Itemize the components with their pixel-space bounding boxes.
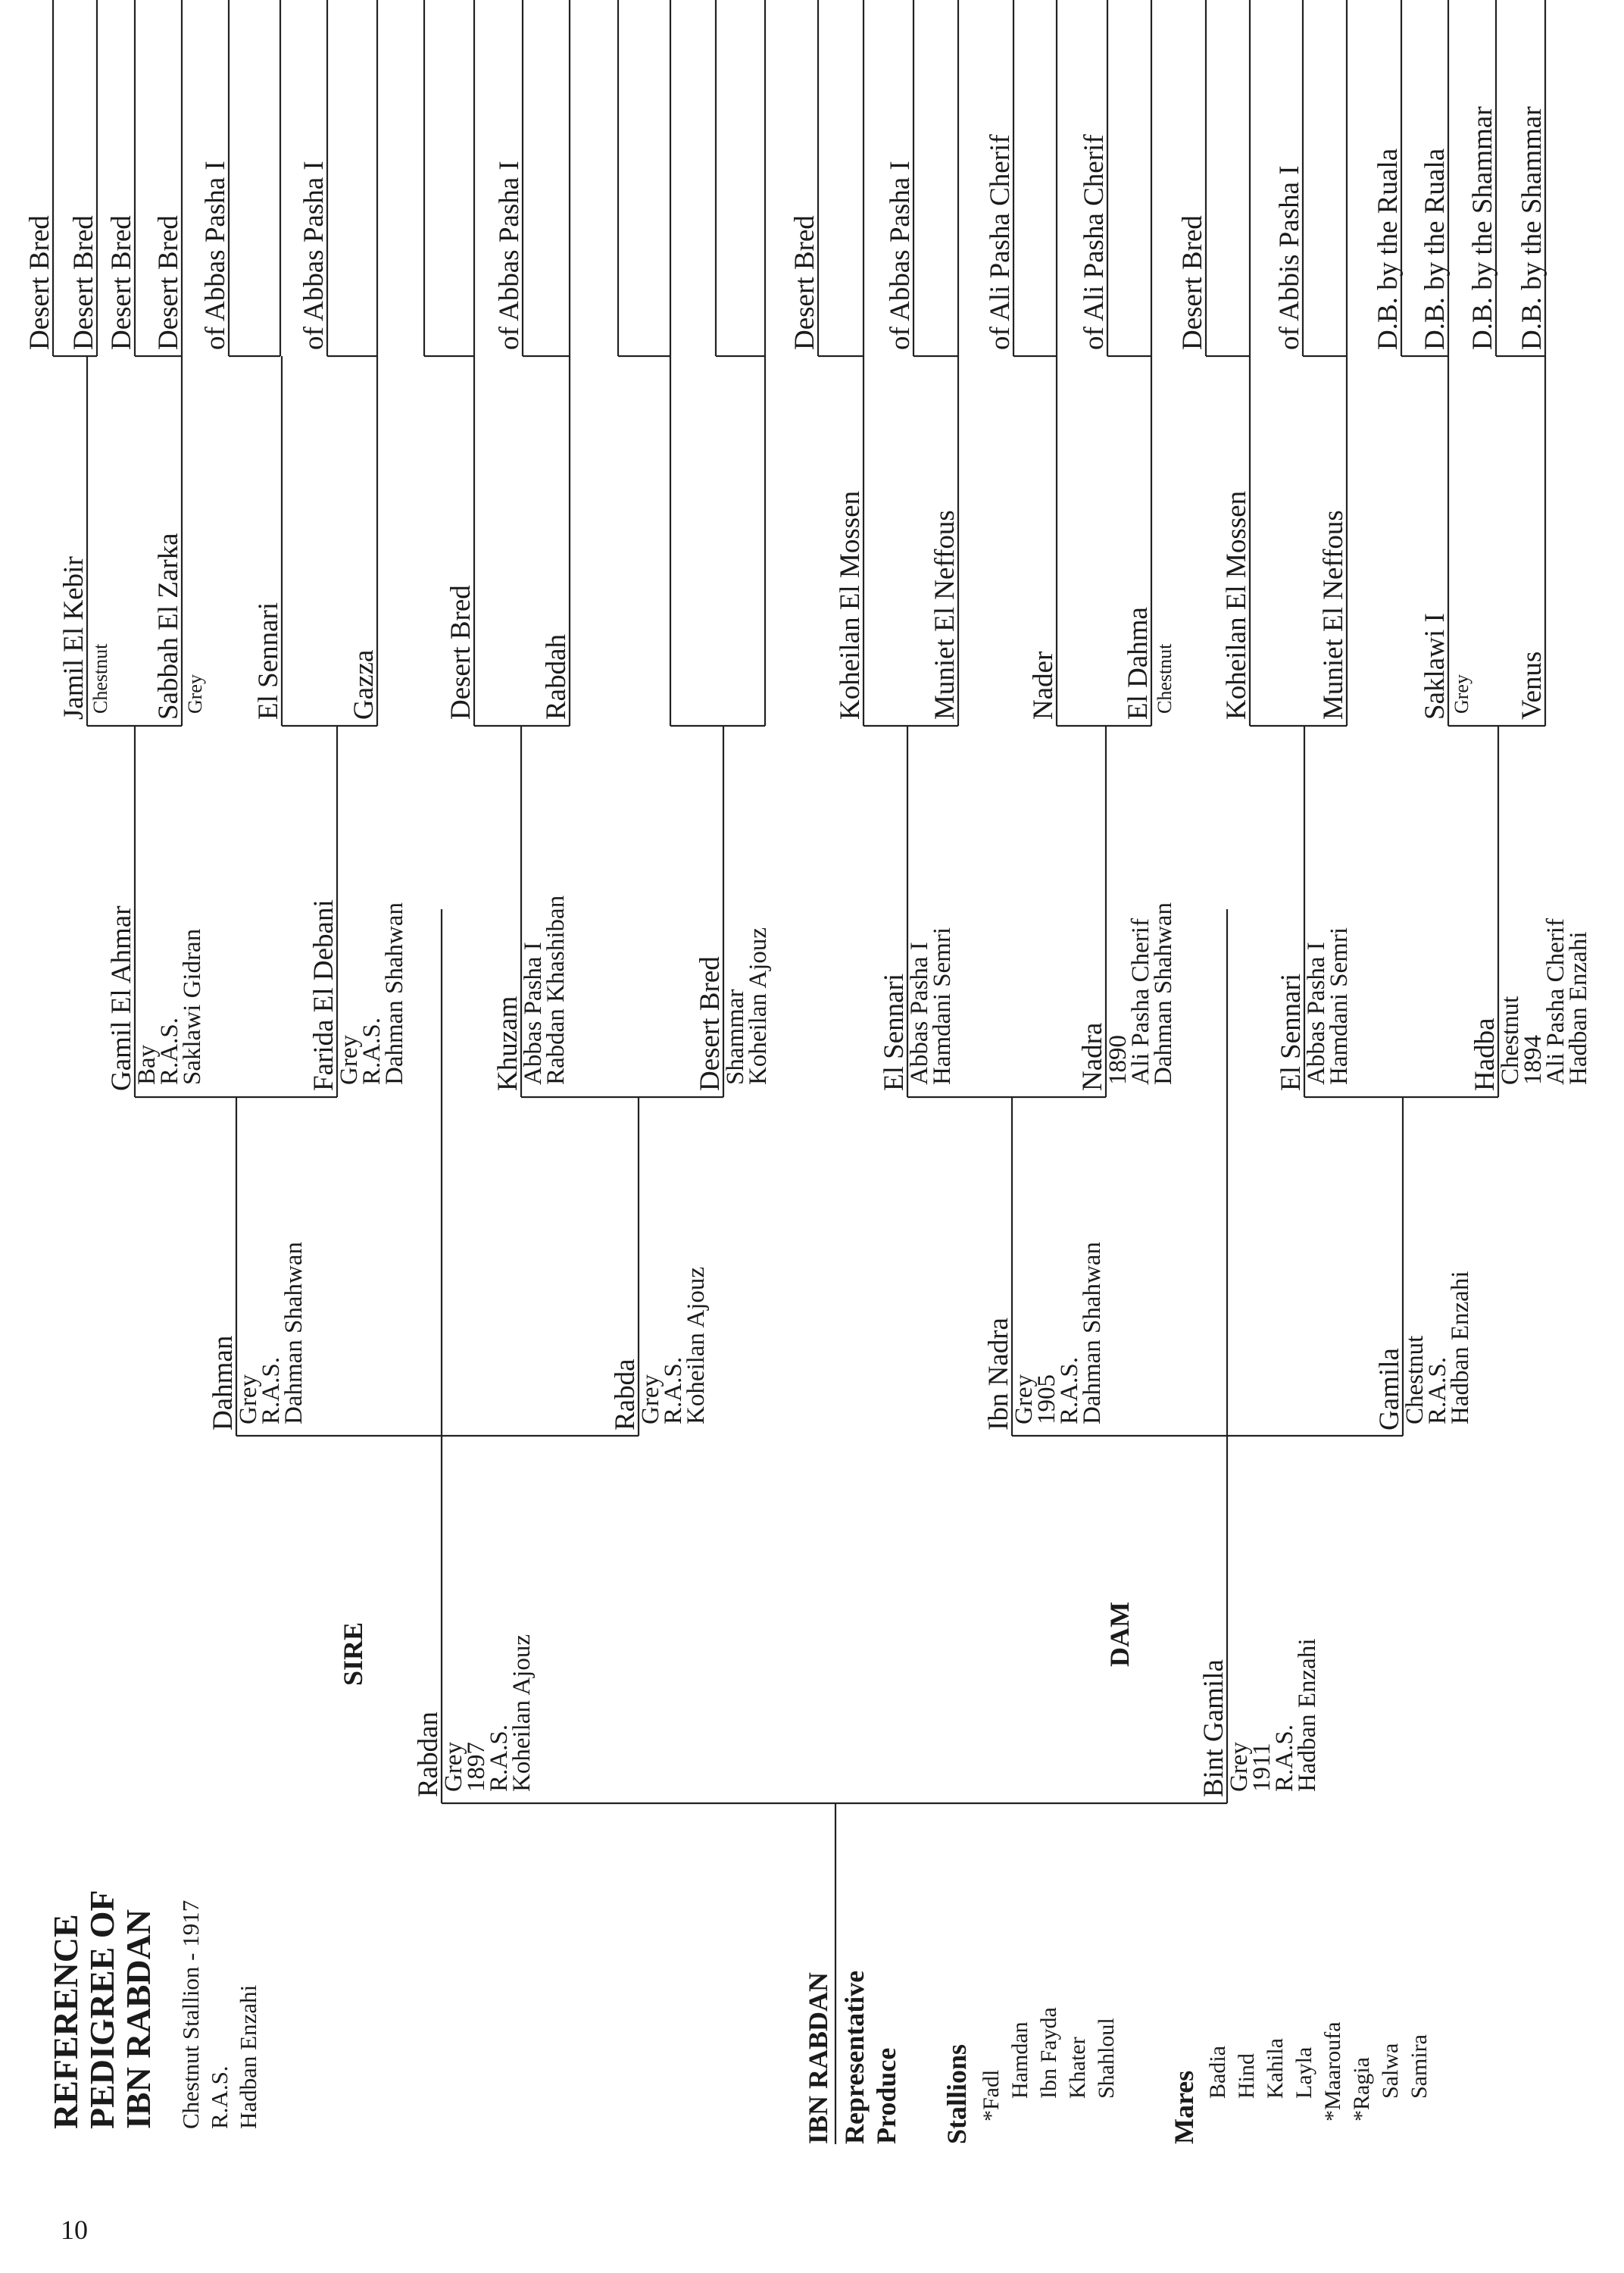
horse-name-gen5: D.B. by the Ruala	[1373, 148, 1404, 350]
dam-name: Bint Gamila	[1198, 1659, 1229, 1797]
horse-name-gen4: Jamil El Kebir	[58, 556, 89, 720]
horse-name-gen3: Gamil El Ahmar	[106, 905, 137, 1091]
page-number: 10	[61, 2215, 88, 2245]
horse-name-gen4: Rabdah	[541, 633, 572, 720]
horse-name-gen4: El Dahma	[1123, 607, 1154, 720]
horse-name-gen4: Nader	[1028, 651, 1059, 720]
horse-detail-gen2: Dahman Shahwan	[1079, 1241, 1106, 1424]
horse-detail-gen2: Grey	[637, 1374, 664, 1424]
horse-name-gen4: Venus	[1516, 651, 1547, 720]
horse-detail-gen3: Hamdani Semri	[1326, 927, 1353, 1085]
sire-detail: 1897	[463, 1742, 490, 1792]
horse-name-gen4: Koheilan El Mossen	[1221, 490, 1252, 720]
horse-detail-gen2: R.A.S.	[1056, 1357, 1083, 1424]
subject-line-2: R.A.S.	[206, 2065, 233, 2129]
horse-name-gen4: Saklawi I	[1419, 613, 1451, 720]
horse-detail-gen2: Chestnut	[1401, 1335, 1429, 1424]
horse-detail-gen4: Grey	[1451, 674, 1473, 714]
horse-detail-gen3: Bay	[133, 1044, 161, 1085]
horse-name-gen5: D.B. by the Ruala	[1419, 148, 1451, 350]
horse-detail-gen3: Ali Pasha Cherif	[1127, 918, 1154, 1085]
horse-name-gen2: Dahman	[208, 1335, 239, 1430]
dam-detail: R.A.S.	[1271, 1724, 1298, 1792]
horse-detail-gen3: Abbas Pasha I	[1303, 942, 1330, 1085]
horse-detail-gen2: R.A.S.	[258, 1357, 285, 1424]
sire-label: SIRE	[338, 1621, 368, 1686]
produce-stallion: Khater	[1065, 2037, 1090, 2099]
horse-detail-gen3: Grey	[336, 1035, 363, 1085]
title-line-3: IBN RABDAN	[119, 1909, 158, 2129]
horse-detail-gen4: Chestnut	[89, 643, 111, 714]
horse-name-gen5: of Abbas Pasha I	[885, 161, 916, 350]
produce-stallion: Shahloul	[1094, 2018, 1119, 2099]
produce-stallion: Hamdan	[1007, 2021, 1032, 2099]
horse-name-gen3: Khuzam	[492, 996, 523, 1091]
horse-detail-gen4: Chestnut	[1154, 643, 1176, 714]
title-block	[46, 1890, 261, 2129]
horse-detail-gen2: Koheilan Ajouz	[682, 1266, 710, 1424]
horse-detail-gen2: Hadban Enzahi	[1447, 1271, 1474, 1424]
produce-mare: Badia	[1205, 2046, 1230, 2099]
horse-detail-gen3: Saklawi Gidran	[179, 928, 206, 1085]
produce-heading-2: Produce	[871, 2047, 901, 2144]
horse-name-gen2: Ibn Nadra	[983, 1318, 1014, 1430]
horse-detail-gen3: 1894	[1519, 1035, 1547, 1085]
horse-detail-gen3: Chestnut	[1497, 996, 1524, 1085]
horse-detail-gen3: 1890	[1104, 1035, 1132, 1085]
produce-horse-name: IBN RABDAN	[803, 1971, 833, 2144]
horse-name-gen5: of Ali Pasha Cherif	[1079, 134, 1110, 350]
horse-name-gen5: of Abbas Pasha I	[494, 161, 525, 350]
horse-name-gen5: Desert Bred	[68, 215, 99, 350]
horse-detail-gen3: Abbas Pasha I	[906, 942, 933, 1085]
sire-detail: Grey	[440, 1742, 467, 1792]
horse-detail-gen3: Koheilan Ajouz	[745, 927, 772, 1085]
subject-line-3: Hadban Enzahi	[235, 1984, 261, 2129]
horse-name-gen4: Koheilan El Mossen	[835, 490, 866, 720]
sire-detail: R.A.S.	[486, 1724, 513, 1792]
produce-mare: Kahila	[1263, 2038, 1288, 2099]
produce-mare: Hind	[1234, 2053, 1259, 2099]
horse-detail-gen3: Dahman Shahwan	[381, 902, 408, 1085]
horse-name-gen4: Gazza	[348, 649, 379, 720]
horse-name-gen4: Desert Bred	[445, 585, 476, 720]
title-line-1: REFERENCE	[46, 1914, 85, 2129]
horse-detail-gen3: Hamdani Semri	[929, 927, 956, 1085]
sire-name: Rabdan	[413, 1711, 444, 1797]
horse-detail-gen2: 1905	[1033, 1374, 1060, 1424]
horse-name-gen5: D.B. by the Shammar	[1467, 106, 1498, 350]
produce-mare: Samira	[1407, 2034, 1432, 2099]
horse-name-gen5: of Abbis Pasha I	[1274, 165, 1305, 350]
stallions-heading: Stallions	[942, 2043, 972, 2144]
horse-name-gen4: El Sennari	[253, 602, 284, 720]
dam-detail: 1911	[1248, 1743, 1276, 1792]
produce-mare: *Ragia	[1349, 2057, 1374, 2121]
horse-detail-gen2: Dahman Shahwan	[280, 1241, 308, 1424]
horse-detail-gen3: Rabdan Khashiban	[542, 895, 570, 1085]
produce-mare: Salwa	[1378, 2043, 1403, 2099]
horse-name-gen5: of Ali Pasha Cherif	[985, 134, 1016, 350]
horse-name-gen5: Desert Bred	[789, 215, 820, 350]
produce-block	[803, 1902, 1432, 2144]
horse-detail-gen4: Grey	[184, 674, 206, 714]
produce-mare: Layla	[1291, 2046, 1316, 2099]
subject-line-1: Chestnut Stallion - 1917	[177, 1899, 204, 2129]
horse-name-gen3: Nadra	[1077, 1022, 1108, 1091]
horse-name-gen5: D.B. by the Shammar	[1516, 106, 1547, 350]
horse-name-gen3: Hadba	[1469, 1018, 1501, 1091]
horse-name-gen4: Muniet El Neffous	[929, 510, 960, 720]
horse-name-gen5: Desert Bred	[1177, 215, 1208, 350]
horse-name-gen5: of Abbas Pasha I	[298, 161, 329, 350]
horse-name-gen3: El Sennari	[1276, 973, 1307, 1091]
horse-name-gen4: Sabbah El Zarka	[153, 533, 184, 720]
horse-name-gen3: El Sennari	[879, 973, 910, 1091]
horse-detail-gen2: Grey	[1010, 1374, 1038, 1424]
horse-detail-gen3: R.A.S.	[358, 1018, 386, 1085]
horse-name-gen5: Desert Bred	[106, 215, 137, 350]
horse-detail-gen3: Hadban Enzahi	[1565, 931, 1592, 1085]
produce-mare: *Maaroufa	[1320, 2021, 1345, 2121]
title-line-2: PEDIGREE OF	[83, 1890, 121, 2129]
dam-detail: Hadban Enzahi	[1294, 1638, 1321, 1792]
horse-detail-gen3: Abbas Pasha I	[520, 942, 547, 1085]
horse-detail-gen2: R.A.S.	[1424, 1357, 1451, 1424]
horse-name-gen5: Desert Bred	[24, 215, 55, 350]
horse-detail-gen3: Ali Pasha Cherif	[1542, 918, 1569, 1085]
horse-name-gen2: Rabda	[610, 1358, 641, 1430]
produce-stallion: *Fadl	[979, 2069, 1004, 2121]
horse-name-gen3: Farida El Debani	[308, 899, 339, 1091]
horse-detail-gen2: Grey	[235, 1374, 262, 1424]
horse-detail-gen3: R.A.S.	[156, 1018, 183, 1085]
mares-heading: Mares	[1169, 2070, 1199, 2144]
horse-detail-gen3: Shammar	[722, 989, 749, 1085]
produce-heading-1: Representative	[839, 1970, 870, 2144]
horse-name-gen4: Muniet El Neffous	[1318, 510, 1349, 720]
horse-name-gen3: Desert Bred	[695, 956, 726, 1091]
horse-name-gen2: Gamila	[1374, 1348, 1405, 1430]
dam-detail: Grey	[1226, 1742, 1253, 1792]
horse-name-gen5: of Abbas Pasha I	[200, 161, 231, 350]
horse-detail-gen3: Dahman Shahwan	[1150, 902, 1177, 1085]
horse-detail-gen2: R.A.S.	[660, 1357, 687, 1424]
horse-name-gen5: Desert Bred	[153, 215, 184, 350]
dam-label: DAM	[1104, 1602, 1135, 1667]
sire-detail: Koheilan Ajouz	[508, 1634, 536, 1792]
produce-stallion: Ibn Fayda	[1036, 2007, 1061, 2099]
